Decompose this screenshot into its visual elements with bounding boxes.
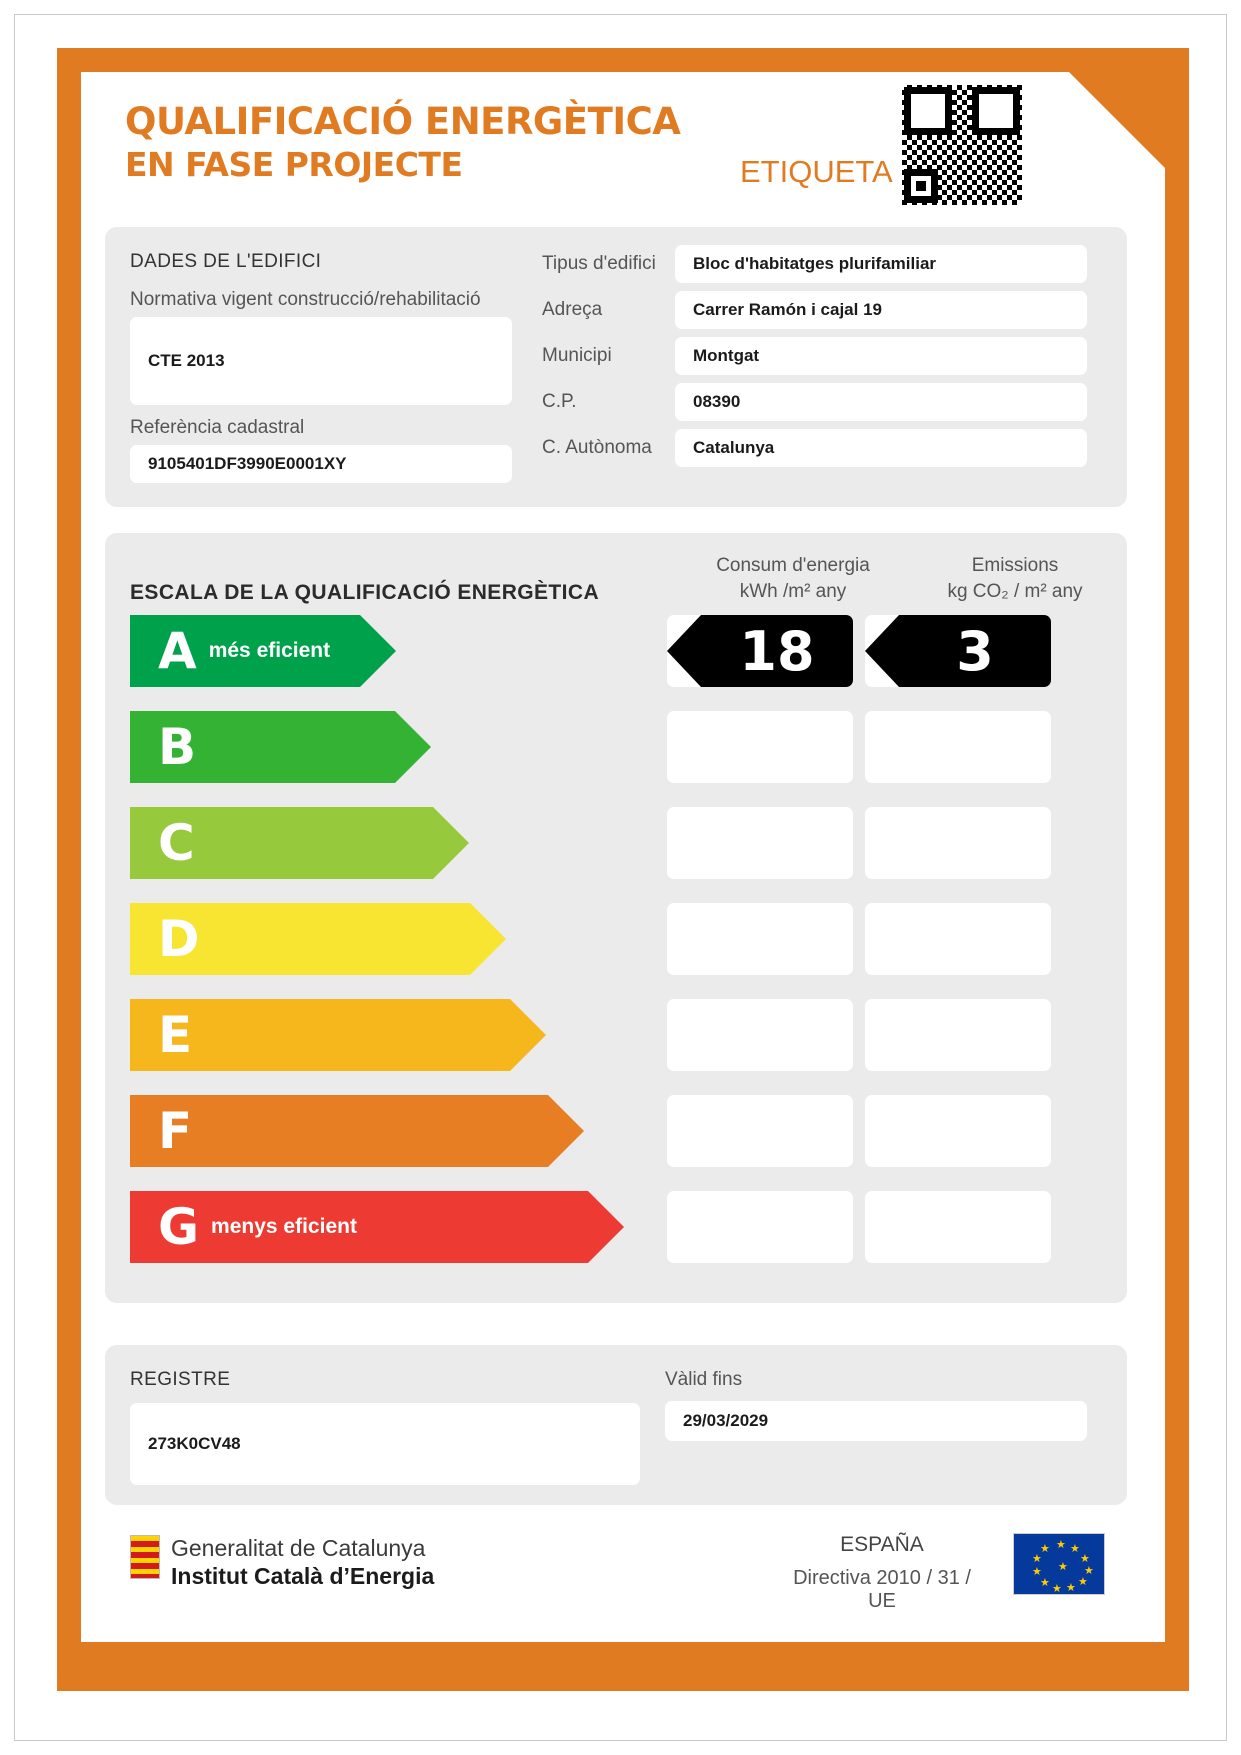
certificate-sheet <box>14 14 1227 1741</box>
bar-arrow-icon <box>360 615 396 687</box>
adreca-value[interactable]: Carrer Ramón i cajal 19 <box>675 291 1087 329</box>
consum-header-line1: Consum d'energia <box>716 555 870 576</box>
tipus-label: Tipus d'edifici <box>542 253 656 274</box>
emissions-cell-f <box>865 1095 1051 1167</box>
bar-letter-g: G <box>158 1198 200 1256</box>
consum-cell-f <box>667 1095 853 1167</box>
cp-value[interactable]: 08390 <box>675 383 1087 421</box>
bar-arrow-icon <box>395 711 431 783</box>
qr-code-icon <box>902 85 1022 205</box>
consum-cell-e <box>667 999 853 1071</box>
bar-letter-f: F <box>158 1102 193 1160</box>
consum-value: 18 <box>739 619 815 683</box>
valid-value[interactable]: 29/03/2029 <box>665 1401 1087 1441</box>
bar-arrow-icon <box>433 807 469 879</box>
emissions-header-line2: kg CO₂ / m² any <box>947 581 1083 602</box>
page-subtitle: EN FASE PROJECTE <box>125 145 463 184</box>
emissions-value-badge <box>899 615 1051 687</box>
emissions-cell-e <box>865 999 1051 1071</box>
bar-letter-b: B <box>158 718 197 776</box>
emissions-header-line1: Emissions <box>971 555 1059 576</box>
building-data-panel <box>105 227 1127 507</box>
etiqueta-label: ETIQUETA <box>740 154 893 189</box>
consum-value-badge <box>701 615 853 687</box>
emissions-cell-c <box>865 807 1051 879</box>
eu-flag-icon: ★ ★ ★ ★ ★ ★ ★ ★ ★ ★ ★ ★ <box>1013 1533 1105 1595</box>
least-efficient-label: menys eficient <box>211 1215 357 1238</box>
page-title: QUALIFICACIÓ ENERGÈTICA <box>125 100 681 143</box>
emissions-cell-g <box>865 1191 1051 1263</box>
icaen-label: Institut Català d’Energia <box>171 1563 435 1589</box>
bar-letter-c: C <box>158 814 195 872</box>
autonoma-label: C. Autònoma <box>542 437 652 458</box>
building-section-title: DADES DE L'EDIFICI <box>130 251 322 272</box>
consum-column-header <box>683 553 903 605</box>
tipus-value[interactable]: Bloc d'habitatges plurifamiliar <box>675 245 1087 283</box>
bar-letter-a: A <box>158 622 197 680</box>
autonoma-value[interactable]: Catalunya <box>675 429 1087 467</box>
scale-bar-b <box>130 711 395 783</box>
scale-bar-g <box>130 1191 588 1263</box>
adreca-label: Adreça <box>542 299 603 320</box>
registre-section-title: REGISTRE <box>130 1369 231 1390</box>
emissions-column-header <box>915 553 1115 605</box>
footer <box>105 1525 1127 1635</box>
scale-bar-d <box>130 903 470 975</box>
directiva-label: Directiva 2010 / 31 / UE <box>793 1567 971 1612</box>
valid-label: Vàlid fins <box>665 1369 743 1390</box>
bar-letter-e: E <box>158 1006 193 1064</box>
cp-label: C.P. <box>542 391 577 412</box>
normativa-value[interactable]: CTE 2013 <box>130 317 512 405</box>
municipi-value[interactable]: Montgat <box>675 337 1087 375</box>
badge-arrow-icon <box>667 615 701 687</box>
energy-scale-panel <box>105 533 1127 1303</box>
registre-value[interactable]: 273K0CV48 <box>130 1403 640 1485</box>
bar-arrow-icon <box>588 1191 624 1263</box>
scale-bar-e <box>130 999 510 1071</box>
espana-label: ESPAÑA <box>840 1533 924 1556</box>
emissions-cell-d <box>865 903 1051 975</box>
consum-cell-c <box>667 807 853 879</box>
bar-letter-d: D <box>158 910 200 968</box>
scale-bar-a <box>130 615 360 687</box>
bar-arrow-icon <box>510 999 546 1071</box>
registre-panel <box>105 1345 1127 1505</box>
generalitat-label: Generalitat de Catalunya <box>171 1535 426 1561</box>
catalonia-flag-icon <box>130 1535 160 1579</box>
referencia-value[interactable]: 9105401DF3990E0001XY <box>130 445 512 483</box>
emissions-cell-b <box>865 711 1051 783</box>
scale-bar-c <box>130 807 433 879</box>
most-efficient-label: més eficient <box>208 639 331 662</box>
emissions-value: 3 <box>956 619 994 683</box>
scale-section-title: ESCALA DE LA QUALIFICACIÓ ENERGÈTICA <box>130 581 600 604</box>
bar-arrow-icon <box>548 1095 584 1167</box>
consum-cell-b <box>667 711 853 783</box>
badge-arrow-icon <box>865 615 899 687</box>
scale-bar-f <box>130 1095 548 1167</box>
normativa-label: Normativa vigent construcció/rehabilitació <box>130 289 481 310</box>
municipi-label: Municipi <box>542 345 612 366</box>
referencia-label: Referència cadastral <box>130 417 305 438</box>
consum-cell-d <box>667 903 853 975</box>
consum-cell-g <box>667 1191 853 1263</box>
bar-arrow-icon <box>470 903 506 975</box>
qr-finder-icon <box>904 169 938 203</box>
consum-header-line2: kWh /m² any <box>739 581 847 602</box>
